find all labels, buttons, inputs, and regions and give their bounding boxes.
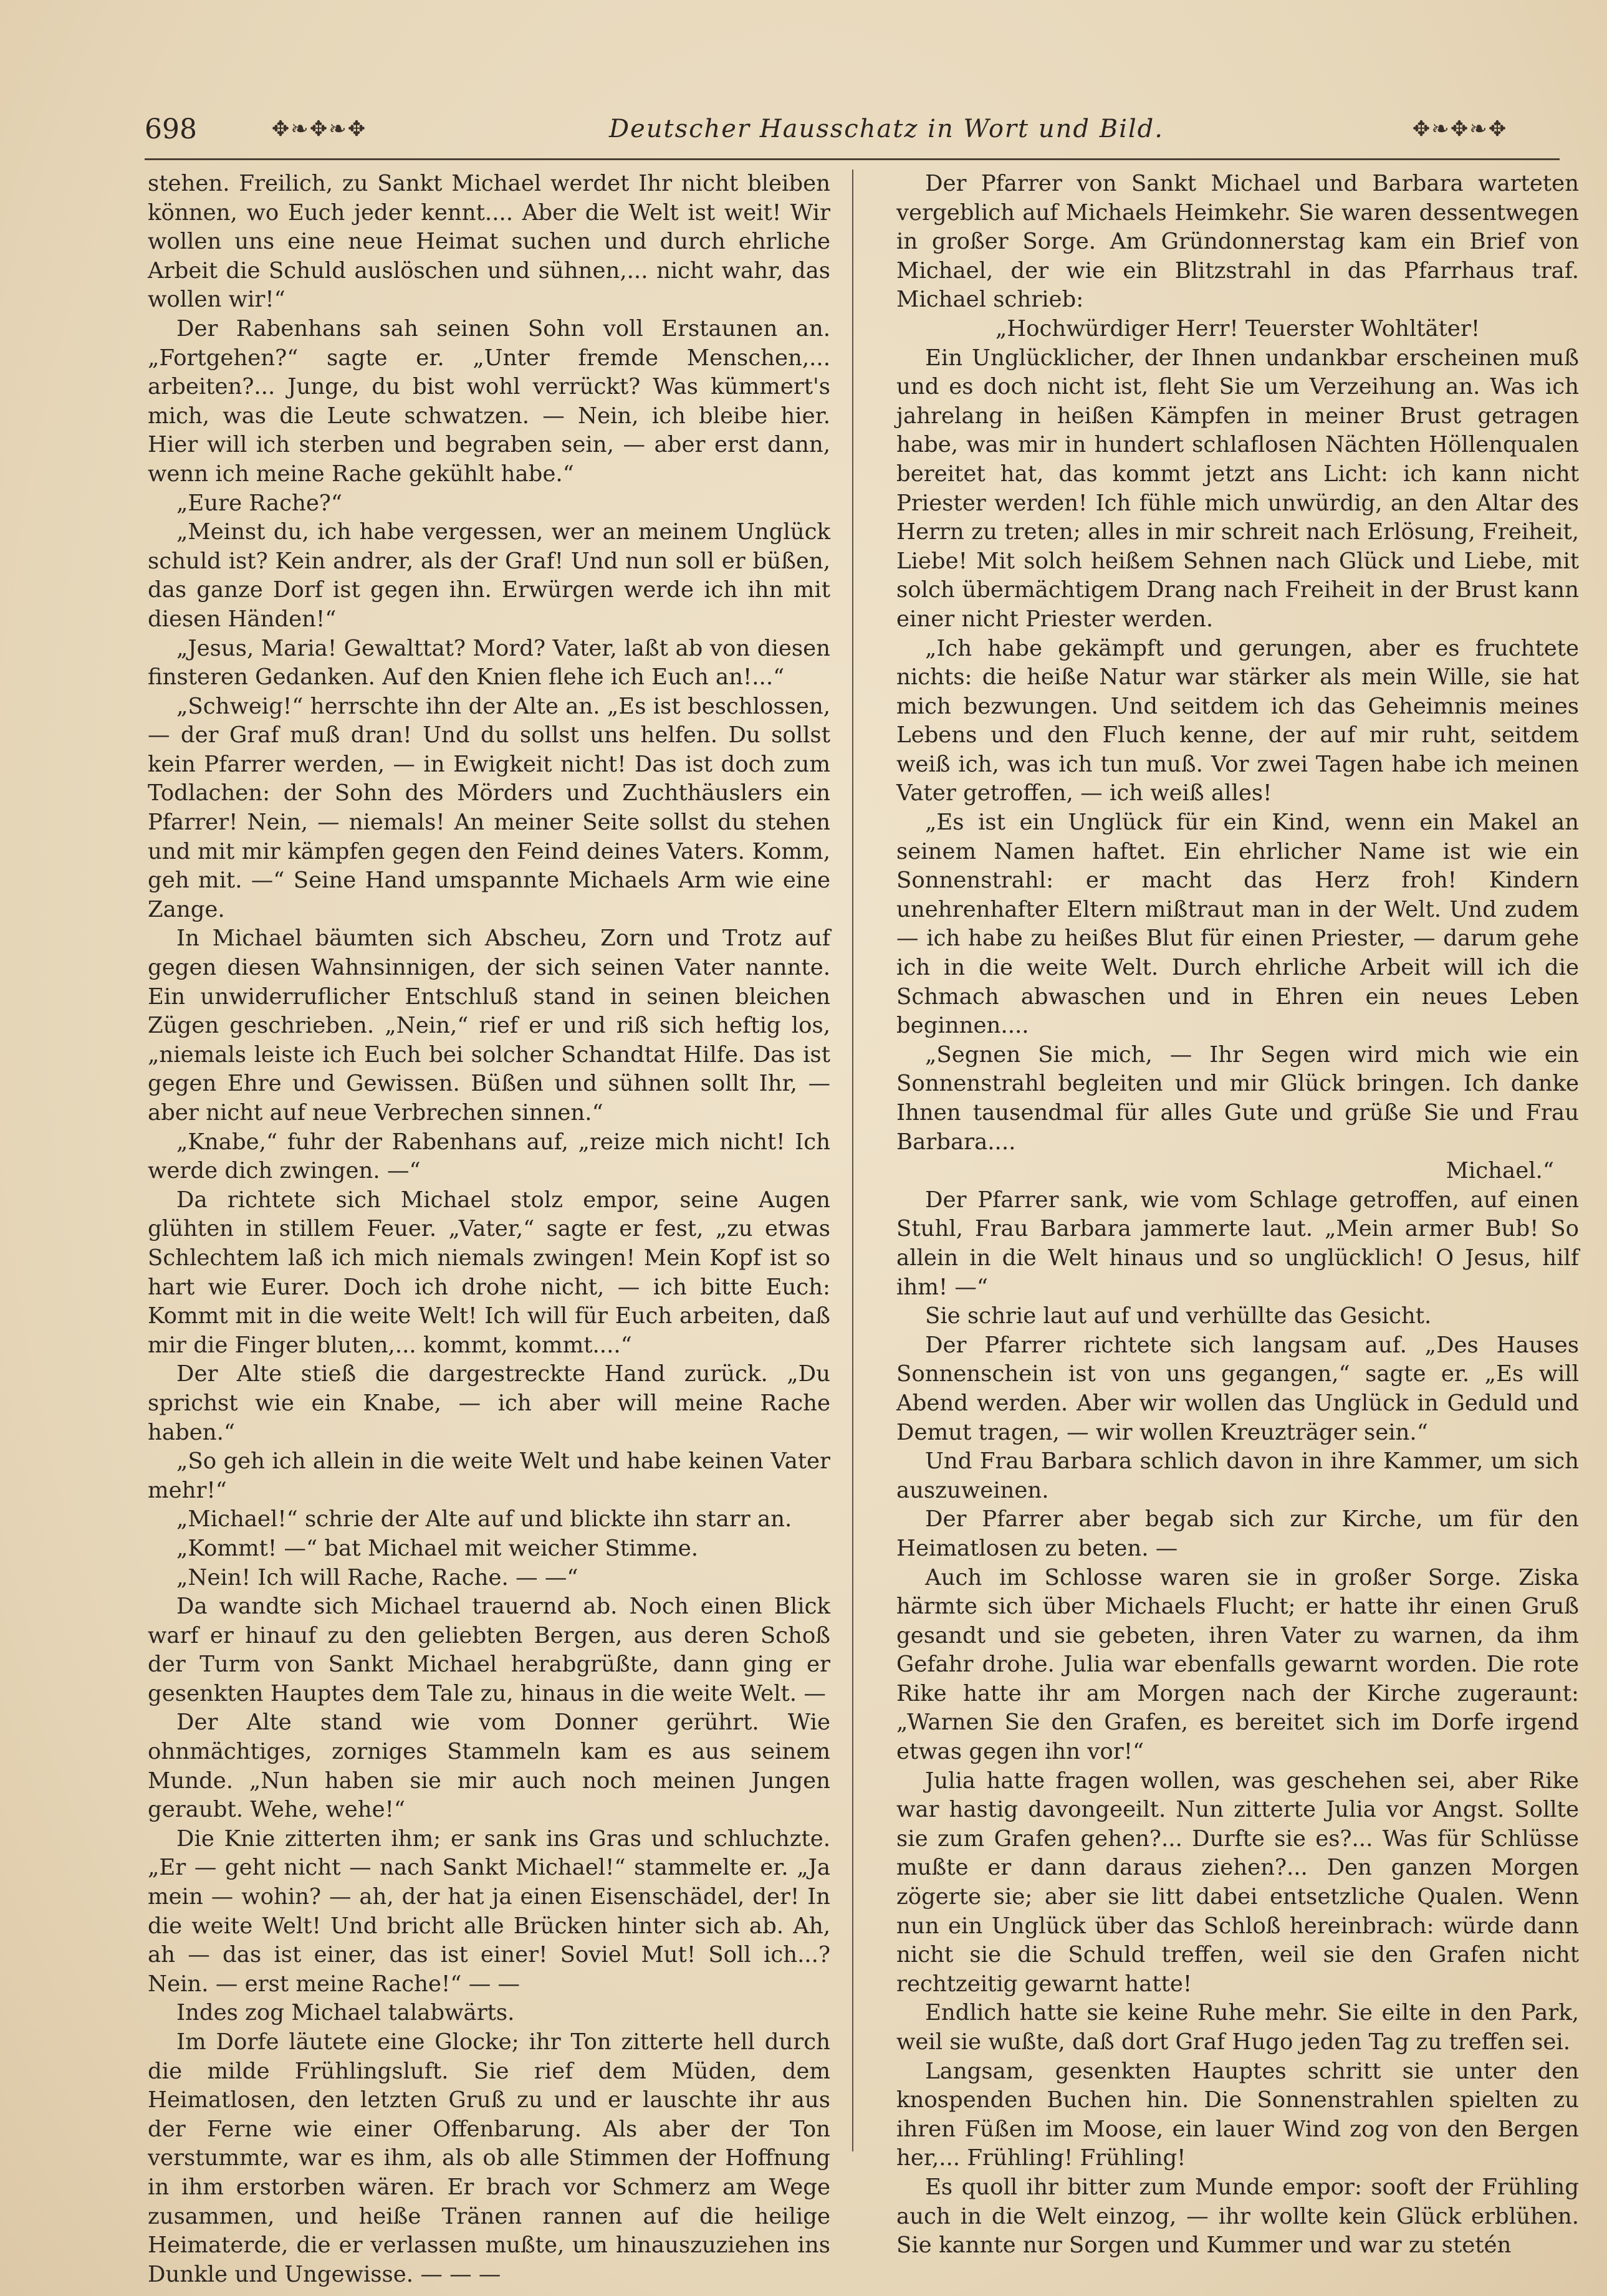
paragraph: Die Knie zitterten ihm; er sank ins Gras und schluchzte. „Er — geht nicht — nach Sankt Michael!“ stammelte er. „Ja mein — wohin? — ah, der hat ja einen Eisenschädel, der! In die weite Welt! Und bricht alle Brücken hinter sich ab. Ah, ah — das ist einer, das ist einer! Soviel Mut! Soll ich...? Nein. — erst meine Rache!“ — —: [148, 1825, 830, 1997]
paragraph: „So geh ich allein in die weite Welt und habe keinen Vater mehr!“: [148, 1448, 830, 1503]
paragraph: Sie schrie laut auf und verhüllte das Gesicht.: [925, 1303, 1432, 1329]
paragraph: „Es ist ein Unglück für ein Kind, wenn ein Makel an seinem Namen haftet. Ein ehrlicher Name ist wie ein Sonnenstrahl: er macht das Herz froh! Kindern unehrenhafter Eltern mißtraut man in der Welt. Und zudem — ich habe zu heißes Blut für einen Priester, — darum gehe ich in die weite Welt. Durch ehrliche Arbeit will ich die Schmach abwaschen und in Ehren ein neues Leben beginnen....: [896, 810, 1579, 1039]
letter-signature: Michael.“: [1446, 1158, 1554, 1184]
paragraph: Indes zog Michael talabwärts.: [176, 2000, 515, 2026]
header-rule: [145, 158, 1560, 160]
column-divider: [852, 170, 853, 2151]
letter-salutation: „Hochwürdiger Herr! Teuerster Wohltäter!: [995, 315, 1480, 342]
paragraph: Julia hatte fragen wollen, was geschehen sei, aber Rike war hastig davongeeilt. Nun zitterte Julia vor Angst. Sollte sie zum Grafen gehen?... Durfte sie es?... Was für Schlüsse mußte er dann daraus ziehen?... Den ganzen Morgen zögerte sie; aber sie litt dabei entsetzliche Qualen. Wenn nun ein Unglück über das Schloß hereinbrach: würde dann nicht sie die Schuld treffen, weil sie den Grafen nicht rechtzeitig gewarnt hatte!: [896, 1767, 1579, 1997]
paragraph: Langsam, gesenkten Hauptes schritt sie unter den knospenden Buchen hin. Die Sonnenstrahlen spielten zu ihren Füßen im Moose, ein lauer Wind zog von den Bergen her,... Frühling! Frühling!: [896, 2058, 1579, 2171]
paragraph: „Schweig!“ herrschte ihn der Alte an. „Es ist beschlossen, — der Graf muß dran! Und du sollst uns helfen. Du sollst kein Pfarrer werden, — in Ewigkeit nicht! Das ist doch zum Todlachen: der Sohn des Mörders und Zuchthäuslers ein Pfarrer! Nein, — niemals! An meiner Seite sollst du stehen und mit mir kämpfen gegen den Feind deines Vaters. Komm, geh mit. —“ Seine Hand umspannte Michaels Arm wie eine Zange.: [148, 693, 830, 922]
paragraph: stehen. Freilich, zu Sankt Michael werdet Ihr nicht bleiben können, wo Euch jeder kennt.... Aber die Welt ist weit! Wir wollen uns eine neue Heimat suchen und durch ehrliche Arbeit die Schuld auslöschen und sühnen,... nicht wahr, das wollen wir!“: [148, 171, 830, 313]
ornament-left: ✥❧✥❧✥: [271, 117, 367, 141]
ornament-right: ✥❧✥❧✥: [1412, 117, 1508, 141]
paragraph: Der Alte stand wie vom Donner gerührt. Wie ohnmächtiges, zorniges Stammeln kam es aus seinem Munde. „Nun haben sie mir auch noch meinen Jungen geraubt. Wehe, wehe!“: [148, 1710, 830, 1823]
paragraph: Es quoll ihr bitter zum Munde empor: sooft der Frühling auch in die Welt einzog, — ihr wollte kein Glück erblühen. Sie kannte nur Sorgen und Kummer und war zu stetén: [896, 2174, 1579, 2259]
paragraph: „Michael!“ schrie der Alte auf und blickte ihn starr an.: [176, 1506, 792, 1533]
paragraph: Da wandte sich Michael trauernd ab. Noch einen Blick warf er hinauf zu den geliebten Bergen, aus deren Schoß der Turm von Sankt Michael herabgrüßte, dann ging er gesenkten Hauptes dem Tale zu, hinaus in die weite Welt. —: [148, 1594, 830, 1706]
paragraph: „Segnen Sie mich, — Ihr Segen wird mich wie ein Sonnenstrahl begleiten und mir Glück bringen. Ich danke Ihnen tausendmal für alles Gute und grüße Sie und Frau Barbara....: [896, 1041, 1579, 1155]
paragraph: Der Pfarrer sank, wie vom Schlage getroffen, auf einen Stuhl, Frau Barbara jammerte laut. „Mein armer Bub! So allein in die Welt hinaus und so unglücklich! O Jesus, hilf ihm! —“: [896, 1187, 1579, 1300]
paragraph: Auch im Schlosse waren sie in großer Sorge. Ziska härmte sich über Michaels Flucht; er hatte ihr einen Gruß gesandt und sie gebeten, ihren Vater zu warnen, da ihm Gefahr drohe. Julia war ebenfalls gewarnt worden. Die rote Rike hatte ihr am Morgen nach der Kirche zugeraunt: „Warnen Sie den Grafen, es bereitet sich im Dorfe irgend etwas gegen ihn vor!“: [896, 1564, 1579, 1765]
paragraph: „Knabe,“ fuhr der Rabenhans auf, „reize mich nicht! Ich werde dich zwingen. —“: [148, 1129, 830, 1184]
right-column: [896, 170, 1579, 2259]
paragraph: „Eure Rache?“: [176, 490, 343, 516]
paragraph: Der Pfarrer aber begab sich zur Kirche, um für den Heimatlosen zu beten. —: [896, 1506, 1579, 1561]
paragraph: Da richtete sich Michael stolz empor, seine Augen glühten in stillem Feuer. „Vater,“ sagte er fest, „zu etwas Schlechtem laß ich mich niemals zwingen! Mein Kopf ist so hart wie Eurer. Doch ich drohe nicht, — ich bitte Euch: Kommt mit in die weite Welt! Ich will für Euch arbeiten, daß mir die Finger bluten,... kommt, kommt....“: [148, 1187, 830, 1358]
paragraph: „Jesus, Maria! Gewalttat? Mord? Vater, laßt ab von diesen finsteren Gedanken. Auf den Knien flehe ich Euch an!...“: [148, 635, 830, 691]
paragraph: Der Pfarrer richtete sich langsam auf. „Des Hauses Sonnenschein ist von uns gegangen,“ sagte er. „Es will Abend werden. Aber wir wollen das Unglück in Geduld und Demut tragen, — wir wollen Kreuzträger sein.“: [896, 1332, 1579, 1445]
paragraph: „Ich habe gekämpft und gerungen, aber es fruchtete nichts: die heiße Natur war stärker als mein Wille, sie hat mich bezwungen. Und seitdem ich das Geheimnis meines Lebens und den Fluch kenne, der auf mir ruht, seitdem weiß ich, was ich tun muß. Vor zwei Tagen habe ich meinen Vater getroffen, — ich weiß alles!: [896, 635, 1579, 806]
paragraph: Im Dorfe läutete eine Glocke; ihr Ton zitterte hell durch die milde Frühlingsluft. Sie rief dem Müden, dem Heimatlosen, den letzten Gruß zu und er lauschte ihr aus der Ferne wie einer Offenbarung. Als aber der Ton verstummte, war es ihm, als ob alle Stimmen der Hoffnung in ihm erstorben wären. Er brach vor Schmerz am Wege zusammen, und heiße Tränen rannen auf die heilige Heimaterde, die er verlassen mußte, um hinauszuziehen ins Dunkle und Ungewisse. — — —: [148, 2029, 830, 2287]
paragraph: Ein Unglücklicher, der Ihnen undankbar erscheinen muß und es doch nicht ist, fleht Sie um Verzeihung an. Was ich jahrelang in heißen Kämpfen in meiner Brust getragen habe, was mir in hundert schlaflosen Nächten Höllenqualen bereitet hat, das kommt jetzt ans Licht: ich kann nicht Priester werden! Ich fühle mich unwürdig, an den Altar des Herrn zu treten; alles in mir schreit nach Erlösung, Freiheit, Liebe! Mit solch heißem Sehnen nach Glück und Liebe, mit solch übermächtigem Drang nach Freiheit in der Brust kann einer nicht Priester werden.: [896, 345, 1579, 632]
paragraph: Der Pfarrer von Sankt Michael und Barbara warteten vergeblich auf Michaels Heimkehr. Sie waren dessentwegen in großer Sorge. Am Gründonnerstag kam ein Brief von Michael, der wie ein Blitzstrahl in das Pfarrhaus traf. Michael schrieb:: [896, 171, 1579, 313]
paragraph: Der Alte stieß die dargestreckte Hand zurück. „Du sprichst wie ein Knabe, — ich aber will meine Rache haben.“: [148, 1361, 830, 1445]
page-header: [145, 107, 1560, 151]
running-head-title: Deutscher Hausschatz in Wort und Bild.: [608, 115, 1164, 143]
paragraph: Der Rabenhans sah seinen Sohn voll Erstaunen an. „Fortgehen?“ sagte er. „Unter fremde Menschen,... arbeiten?... Junge, du bist wohl verrückt? Was kümmert's mich, was die Leute schwatzen. — Nein, ich bleibe hier. Hier will ich sterben und begraben sein, — aber erst dann, wenn ich meine Rache gekühlt habe.“: [148, 315, 830, 487]
paragraph: „Kommt! —“ bat Michael mit weicher Stimme.: [176, 1535, 698, 1561]
paragraph: In Michael bäumten sich Abscheu, Zorn und Trotz auf gegen diesen Wahnsinnigen, der sich seinen Vater nannte. Ein unwiderruflicher Entschluß stand in seinen bleichen Zügen geschrieben. „Nein,“ rief er und riß sich heftig los, „niemals leiste ich Euch bei solcher Schandtat Hilfe. Das ist gegen Ehre und Gewissen. Büßen und sühnen sollt Ihr, — aber nicht auf neue Verbrechen sinnen.“: [148, 926, 830, 1126]
paragraph: Und Frau Barbara schlich davon in ihre Kammer, um sich auszuweinen.: [896, 1448, 1579, 1503]
paragraph: „Nein! Ich will Rache, Rache. — —“: [176, 1564, 578, 1590]
left-column: [148, 170, 830, 2287]
paragraph: „Meinst du, ich habe vergessen, wer an meinem Unglück schuld ist? Kein andrer, als der Graf! Und nun soll er büßen, das ganze Dorf ist gegen ihn. Erwürgen werde ich ihn mit diesen Händen!“: [148, 519, 830, 632]
paragraph: Endlich hatte sie keine Ruhe mehr. Sie eilte in den Park, weil sie wußte, daß dort Graf Hugo jeden Tag zu treffen sei.: [896, 2000, 1579, 2055]
page-number: 698: [145, 113, 197, 145]
